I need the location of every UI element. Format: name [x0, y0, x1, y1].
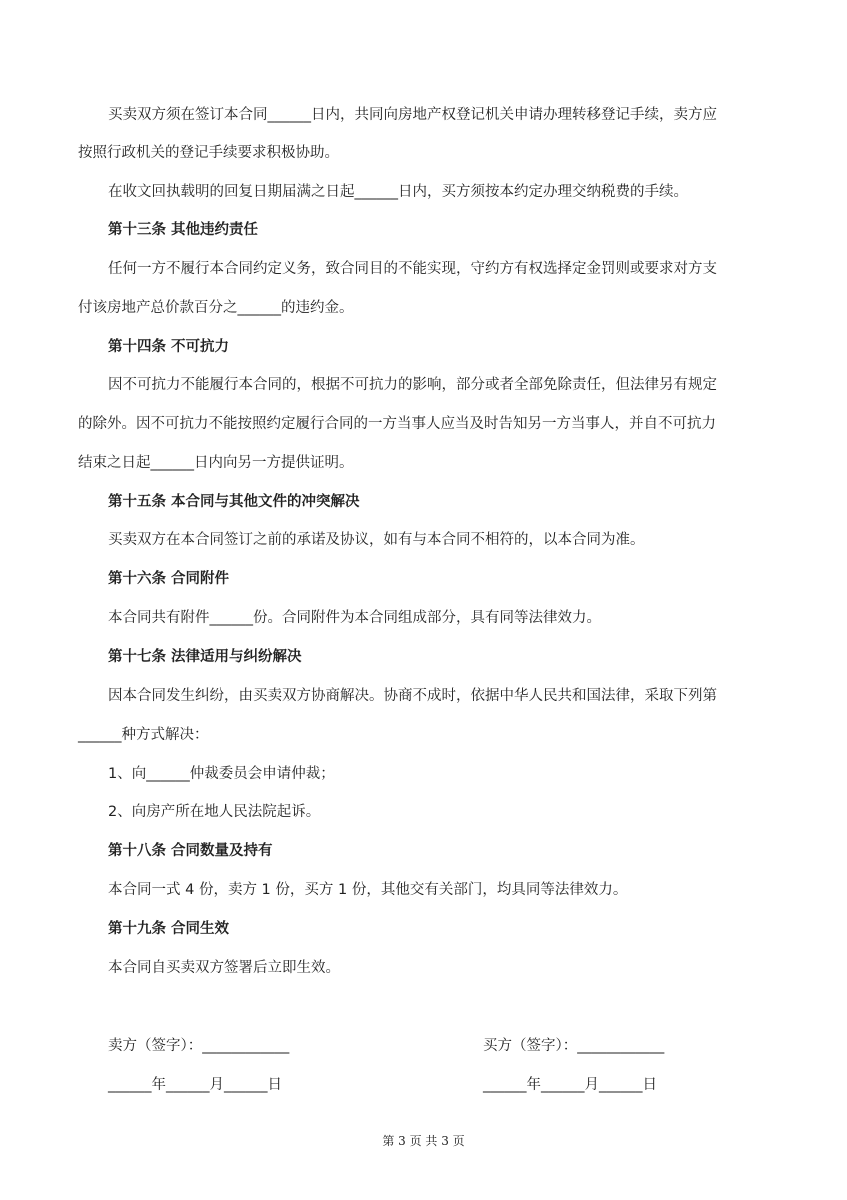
- seller-date-field: ______年______月______日: [108, 1077, 282, 1093]
- buyer-signature-field: 买方（签字）：____________: [483, 1038, 665, 1054]
- paragraph-line: 因不可抗力不能履行本合同的，根据不可抗力的影响，部分或者全部免除责任，但法律另有规定: [108, 377, 717, 393]
- paragraph-line: 结束之日起______日内向另一方提供证明。: [78, 455, 354, 471]
- page-footer: 第 3 页 共 3 页: [382, 1134, 465, 1148]
- article-19-heading: 第十九条 合同生效: [108, 921, 230, 937]
- paragraph-line: 的除外。因不可抗力不能按照约定履行合同的一方当事人应当及时告知另一方当事人，并自不可抗力: [78, 416, 716, 432]
- article-18-heading: 第十八条 合同数量及持有: [108, 843, 273, 859]
- article-15-heading: 第十五条 本合同与其他文件的冲突解决: [108, 494, 360, 510]
- paragraph-line: 在收文回执载明的回复日期届满之日起______日内，买方须按本约定办理交纳税费的手续。: [108, 184, 688, 200]
- seller-signature-field: 卖方（签字）：____________: [108, 1038, 290, 1054]
- article-17-heading: 第十七条 法律适用与纠纷解决: [108, 649, 302, 665]
- paragraph-line: 付该房地产总价款百分之______的违约金。: [78, 300, 354, 316]
- paragraph-line: 本合同共有附件______份。合同附件为本合同组成部分，具有同等法律效力。: [108, 610, 601, 626]
- article-14-heading: 第十四条 不可抗力: [108, 339, 230, 355]
- paragraph-line: ______种方式解决：: [78, 727, 209, 743]
- option-line: 1、向______仲裁委员会申请仲裁；: [108, 766, 335, 782]
- buyer-date-field: ______年______月______日: [483, 1077, 657, 1093]
- paragraph-line: 买卖双方在本合同签订之前的承诺及协议，如有与本合同不相符的，以本合同为准。: [108, 532, 645, 548]
- paragraph-line: 按照行政机关的登记手续要求积极协助。: [78, 145, 339, 161]
- paragraph-line: 本合同自买卖双方签署后立即生效。: [108, 960, 340, 976]
- paragraph-line: 任何一方不履行本合同约定义务，致合同目的不能实现，守约方有权选择定金罚则或要求对方支: [108, 261, 717, 277]
- paragraph-line: 本合同一式 4 份，卖方 1 份，买方 1 份，其他交有关部门，均具同等法律效力。: [108, 882, 628, 898]
- paragraph-line: 因本合同发生纠纷，由买卖双方协商解决。协商不成时，依据中华人民共和国法律，采取下列第: [108, 688, 717, 704]
- paragraph-line: 买卖双方须在签订本合同______日内，共同向房地产权登记机关申请办理转移登记手续，卖方应: [108, 107, 717, 123]
- option-line: 2、向房产所在地人民法院起诉。: [108, 804, 321, 820]
- article-16-heading: 第十六条 合同附件: [108, 571, 230, 587]
- article-13-heading: 第十三条 其他违约责任: [108, 222, 259, 238]
